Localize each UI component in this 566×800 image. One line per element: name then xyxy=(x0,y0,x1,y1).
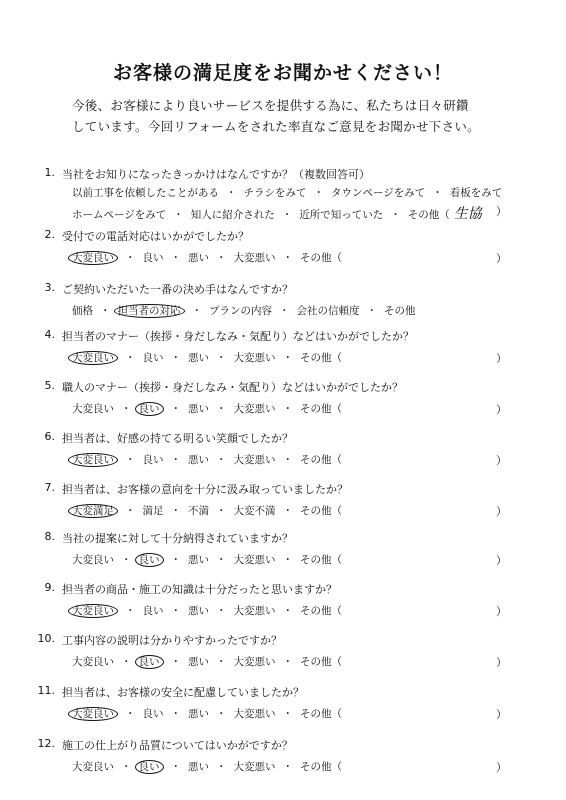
separator: ・ xyxy=(125,252,136,264)
separator: ・ xyxy=(282,554,293,566)
selected-option[interactable]: 大変良い xyxy=(68,251,118,265)
option-item[interactable]: 近所で知っていた xyxy=(299,209,384,221)
separator: ・ xyxy=(170,761,181,773)
option-item[interactable]: タウンページをみて xyxy=(331,187,426,199)
separator: ・ xyxy=(125,352,136,364)
separator: ・ xyxy=(170,352,181,364)
separator: ・ xyxy=(170,403,181,415)
option-item[interactable]: 悪い xyxy=(188,761,209,773)
separator: ・ xyxy=(170,708,181,720)
option-item[interactable]: 大変悪い xyxy=(233,605,276,617)
options-row xyxy=(72,759,342,774)
closing-paren: ） xyxy=(496,403,507,416)
question-text: 担当者のマナー（挨拶・身だしなみ・気配り）などはいかがでしたか？ xyxy=(62,330,414,343)
option-item[interactable]: 大変良い xyxy=(72,554,114,566)
option-item[interactable]: 大変良い xyxy=(72,403,114,415)
question-number: 2. xyxy=(44,228,55,241)
separator: ・ xyxy=(121,656,132,668)
separator: ・ xyxy=(226,187,237,199)
option-item[interactable]: 良い xyxy=(142,352,164,364)
selected-option[interactable]: 良い xyxy=(135,655,164,669)
option-item[interactable]: 不満 xyxy=(188,505,209,517)
selected-option[interactable]: 大変良い xyxy=(68,604,118,618)
options-row xyxy=(72,654,342,669)
option-item[interactable]: 大変悪い xyxy=(233,708,276,720)
option-item[interactable]: その他（ xyxy=(300,761,342,773)
selected-option[interactable]: 大変良い xyxy=(68,351,118,365)
question-text: 担当者の商品・施工の知識は十分だったと思いますか？ xyxy=(62,583,337,596)
option-item[interactable]: その他（ xyxy=(300,708,342,720)
option-item[interactable]: その他 xyxy=(384,305,416,317)
options-row xyxy=(72,303,416,318)
separator: ・ xyxy=(282,403,293,415)
separator: ・ xyxy=(216,554,227,566)
option-item[interactable]: その他（ xyxy=(300,505,342,517)
separator: ・ xyxy=(366,305,377,317)
selected-option[interactable]: 良い xyxy=(135,553,164,567)
option-item[interactable]: その他（ xyxy=(300,252,342,264)
option-item[interactable]: 悪い xyxy=(188,403,209,415)
intro-line-2: しています。今回リフォームをされた率直なご意見をお聞かせ下さい。 xyxy=(72,119,480,134)
option-item[interactable]: 価格 xyxy=(72,305,93,317)
closing-paren: ） xyxy=(496,761,507,774)
selected-option[interactable]: 担当者の対応 xyxy=(114,304,185,318)
option-item[interactable]: 悪い xyxy=(188,454,209,466)
separator: ・ xyxy=(170,605,181,617)
separator: ・ xyxy=(125,505,136,517)
option-item[interactable]: その他（ xyxy=(300,454,342,466)
question-text: 施工の仕上がり品質についてはいかがですか？ xyxy=(62,739,293,752)
option-item[interactable]: 良い xyxy=(142,252,164,264)
option-item[interactable]: 大変良い xyxy=(72,761,114,773)
options-row xyxy=(72,552,342,567)
separator: ・ xyxy=(282,761,293,773)
page-title: お客様の満足度をお聞かせください！ xyxy=(112,62,453,84)
option-item[interactable]: プランの内容 xyxy=(209,305,272,317)
selected-option[interactable]: 大変良い xyxy=(68,453,118,467)
closing-paren: ） xyxy=(496,656,507,669)
option-item[interactable]: 悪い xyxy=(188,554,209,566)
options-row xyxy=(72,250,342,265)
closing-paren: ） xyxy=(496,505,507,518)
question-number: 5. xyxy=(44,379,55,392)
question-number: 4. xyxy=(44,328,55,341)
option-item[interactable]: 悪い xyxy=(188,656,209,668)
separator: ・ xyxy=(216,761,227,773)
question-number: 7. xyxy=(44,481,55,494)
separator: ・ xyxy=(216,454,227,466)
separator: ・ xyxy=(191,305,202,317)
intro-line-1: 今後、お客様により良いサービスを提供する為に、私たちは日々研鑽 xyxy=(72,98,469,113)
closing-paren: ） xyxy=(496,554,507,567)
separator: ・ xyxy=(170,454,181,466)
question-text: 当社の提案に対して十分納得されていますか？ xyxy=(62,532,293,545)
closing-paren: ） xyxy=(496,454,507,467)
separator: ・ xyxy=(282,656,293,668)
question-text: 当社をお知りになったきっかけはなんですか？（複数回答可） xyxy=(62,168,370,181)
options-row xyxy=(72,350,342,365)
closing-paren: ） xyxy=(496,708,507,721)
selected-option[interactable]: 良い xyxy=(135,760,164,774)
separator: ・ xyxy=(281,209,293,221)
separator: ・ xyxy=(170,252,181,264)
option-item[interactable]: 悪い xyxy=(188,252,209,264)
option-item[interactable]: 看板をみて xyxy=(449,187,503,199)
question-number: 3. xyxy=(44,281,55,294)
question-number: 1. xyxy=(44,166,55,179)
options-row xyxy=(72,401,342,416)
question-number: 9. xyxy=(44,581,55,594)
option-item[interactable]: 大変悪い xyxy=(233,403,276,415)
separator: ・ xyxy=(125,708,136,720)
selected-option[interactable]: 良い xyxy=(135,402,164,416)
separator: ・ xyxy=(216,252,227,264)
option-item[interactable]: 大変悪い xyxy=(233,761,276,773)
separator: ・ xyxy=(216,656,227,668)
option-item[interactable]: その他（ xyxy=(407,209,450,221)
option-item[interactable]: チラシをみて xyxy=(243,187,307,199)
separator: ・ xyxy=(390,209,401,221)
question-text: 受付での電話対応はいかがでしたか？ xyxy=(62,230,249,243)
separator: ・ xyxy=(279,305,290,317)
options-row xyxy=(72,603,342,618)
separator: ・ xyxy=(282,352,293,364)
option-item[interactable]: 良い xyxy=(142,708,164,720)
separator: ・ xyxy=(121,761,132,773)
option-item[interactable]: 大変不満 xyxy=(233,505,276,517)
closing-paren: ） xyxy=(496,205,507,218)
question-number: 8. xyxy=(44,530,55,543)
option-item[interactable]: 大変悪い xyxy=(233,554,276,566)
question-text: 工事内容の説明は分かりやすかったですか？ xyxy=(62,634,282,647)
question-number: 10. xyxy=(37,632,55,645)
question-number: 12. xyxy=(37,737,55,750)
separator: ・ xyxy=(121,403,132,415)
question-text: 担当者は、好感の持てる明るい笑顔でしたか？ xyxy=(62,432,293,445)
closing-paren: ） xyxy=(496,352,507,365)
option-item[interactable]: その他（ xyxy=(300,605,342,617)
separator: ・ xyxy=(125,605,136,617)
separator: ・ xyxy=(121,554,132,566)
option-item[interactable]: 悪い xyxy=(188,352,209,364)
selected-option[interactable]: 大変満足 xyxy=(68,504,118,518)
separator: ・ xyxy=(125,454,136,466)
option-item[interactable]: 知人に紹介された xyxy=(190,209,275,221)
separator: ・ xyxy=(170,505,181,517)
option-item[interactable]: 大変悪い xyxy=(233,454,276,466)
separator: ・ xyxy=(282,505,293,517)
separator: ・ xyxy=(173,209,184,221)
option-item[interactable]: 以前工事を依頼したことがある xyxy=(72,187,219,199)
closing-paren: ） xyxy=(496,605,507,618)
option-item[interactable]: 会社の信頼度 xyxy=(296,305,360,317)
separator: ・ xyxy=(282,605,293,617)
option-item[interactable]: 大変良い xyxy=(72,656,114,668)
selected-option[interactable]: 大変良い xyxy=(68,707,118,721)
question-text: 担当者は、お客様の安全に配慮していましたか？ xyxy=(62,686,304,699)
option-item[interactable]: 大変悪い xyxy=(233,656,276,668)
separator: ・ xyxy=(216,352,227,364)
separator: ・ xyxy=(216,403,227,415)
closing-paren: ） xyxy=(496,252,507,265)
separator: ・ xyxy=(216,505,227,517)
question-text: 担当者は、お客様の意向を十分に汲み取っていましたか？ xyxy=(62,483,348,496)
separator: ・ xyxy=(282,454,293,466)
option-item[interactable]: 悪い xyxy=(188,708,209,720)
option-item[interactable]: その他（ xyxy=(300,656,342,668)
separator: ・ xyxy=(170,554,181,566)
option-item[interactable]: 悪い xyxy=(188,605,209,617)
question-number: 6. xyxy=(44,430,55,443)
separator: ・ xyxy=(432,187,443,199)
option-item[interactable]: その他（ xyxy=(300,554,342,566)
option-item[interactable]: その他（ xyxy=(300,403,342,415)
options-row xyxy=(72,452,342,467)
option-item[interactable]: ホームページをみて xyxy=(72,209,167,221)
option-item[interactable]: 満足 xyxy=(142,505,164,517)
handwritten-answer: 生協 xyxy=(453,206,482,222)
option-item[interactable]: 大変悪い xyxy=(233,252,276,264)
options-row xyxy=(72,706,342,721)
question-text: 職人のマナー（挨拶・身だしなみ・気配り）などはいかがでしたか？ xyxy=(62,381,403,394)
question-number: 11. xyxy=(37,684,55,697)
separator: ・ xyxy=(100,305,111,317)
options-row xyxy=(72,203,482,223)
options-row xyxy=(72,503,342,518)
separator: ・ xyxy=(282,708,293,720)
separator: ・ xyxy=(313,187,324,199)
separator: ・ xyxy=(282,252,293,264)
separator: ・ xyxy=(216,708,227,720)
option-item[interactable]: 良い xyxy=(142,605,164,617)
option-item[interactable]: その他（ xyxy=(300,352,342,364)
option-item[interactable]: 大変悪い xyxy=(233,352,276,364)
separator: ・ xyxy=(216,605,227,617)
options-row xyxy=(72,185,502,200)
question-text: ご契約いただいた一番の決め手はなんですか？ xyxy=(62,283,293,296)
separator: ・ xyxy=(170,656,181,668)
option-item[interactable]: 良い xyxy=(142,454,164,466)
